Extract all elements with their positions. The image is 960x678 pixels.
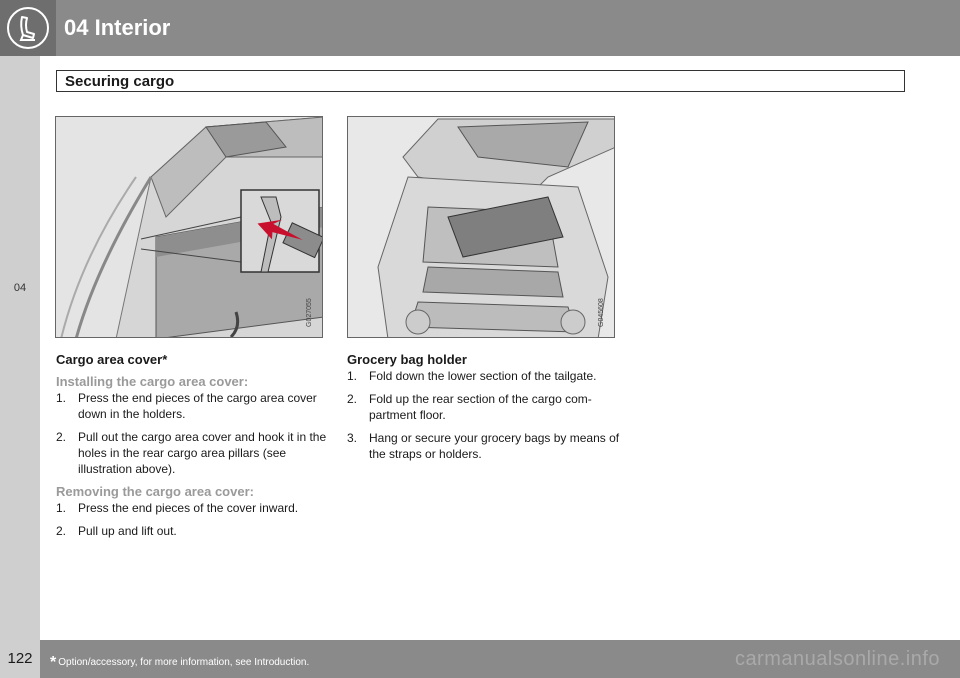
figure-code: G045608 xyxy=(598,298,605,327)
side-tab-label: 04 xyxy=(13,282,27,294)
header-band xyxy=(0,0,960,56)
cargo-cover-heading: Cargo area cover* xyxy=(56,352,168,367)
install-steps xyxy=(56,390,331,477)
seat-icon xyxy=(6,6,50,50)
right-text-column xyxy=(347,350,622,469)
list-item: 2. Pull out the cargo area cover and hook it in the holes in the rear cargo area pillars (see illustration above). xyxy=(56,430,327,476)
figure-code: G027055 xyxy=(306,298,313,327)
chapter-icon-box xyxy=(0,0,56,56)
page-number: 122 xyxy=(7,650,33,667)
footnote xyxy=(50,652,309,670)
left-text-column xyxy=(56,350,331,546)
list-item: 1. Press the end pieces of the cover inward. xyxy=(56,501,299,515)
chapter-side-tab[interactable] xyxy=(0,56,40,644)
section-title: Securing cargo xyxy=(65,73,175,90)
watermark: carmanualsonline.info xyxy=(734,648,940,670)
chapter-title: 04 Interior xyxy=(64,15,171,40)
grocery-bag-heading: Grocery bag holder xyxy=(347,352,467,367)
remove-heading: Removing the cargo area cover: xyxy=(56,484,254,499)
list-item: 3. Hang or secure your grocery bags by means of the straps or holders. xyxy=(347,431,620,461)
page-number-box xyxy=(0,640,40,678)
section-title-bar xyxy=(56,70,905,92)
footer-band xyxy=(0,640,960,678)
list-item: 2. Pull up and lift out. xyxy=(56,524,177,538)
grocery-steps xyxy=(347,368,622,462)
grocery-bag-holder-illustration xyxy=(348,117,615,338)
footnote-star: * xyxy=(50,654,57,671)
install-heading: Installing the cargo area cover: xyxy=(56,374,249,389)
list-item: 1. Press the end pieces of the cargo area cover down in the holders. xyxy=(56,391,317,421)
list-item: 2. Fold up the rear section of the cargo com-partment floor. xyxy=(347,392,592,422)
list-item: 1. Fold down the lower section of the tailgate. xyxy=(347,369,597,383)
remove-steps xyxy=(56,500,331,539)
figure-grocery-bag-holder xyxy=(347,116,615,338)
footnote-text: Option/accessory, for more information, see Introduction. xyxy=(58,657,310,668)
figure-cargo-area-cover xyxy=(55,116,323,338)
cargo-cover-illustration xyxy=(56,117,323,338)
